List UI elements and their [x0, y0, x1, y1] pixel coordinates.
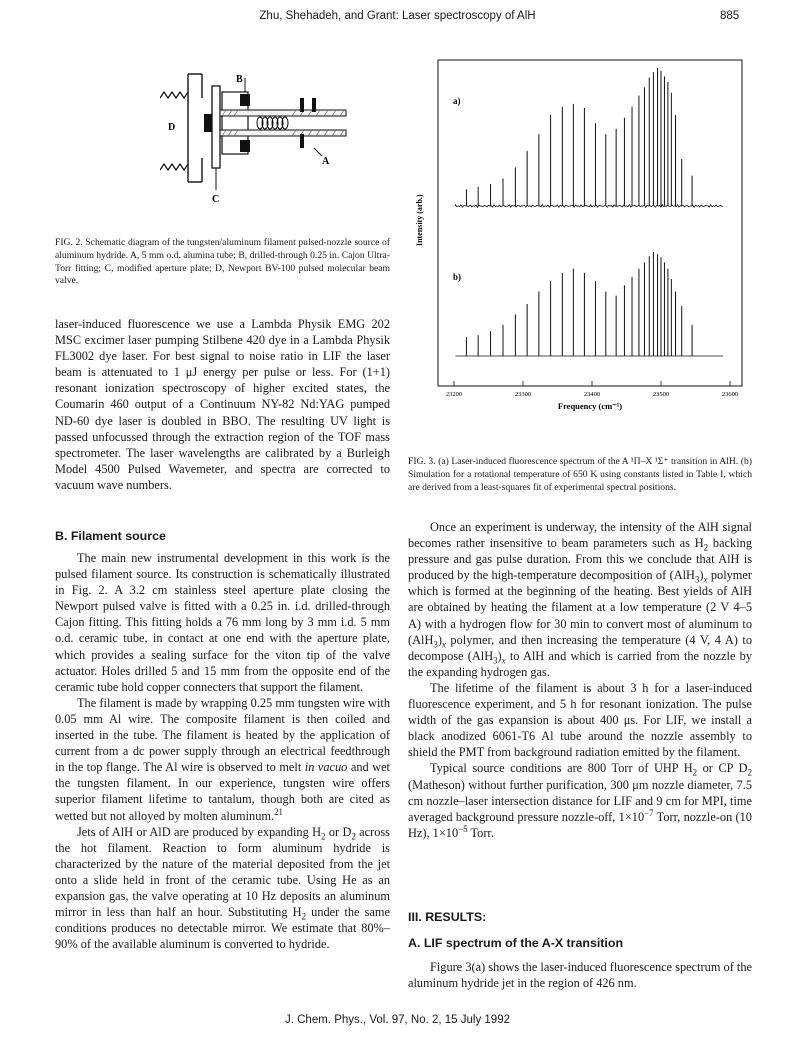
section-b-body	[55, 550, 390, 952]
fig2-label-a: A	[322, 156, 330, 167]
filament-coil	[257, 117, 288, 129]
results-heading: III. RESULTS:	[408, 910, 487, 924]
left-intro-paragraph: laser-induced fluorescence we use a Lambda Physik EMG 202 MSC excimer laser pumping Stilbene 420 dye in a Lambda Physik FL3002 dye laser. For best signal to noise ratio in LIF the laser beam is attenuated to 1 μJ energy per pulse or less. For (1+1) resonant ionization spectroscopy of higher excited states, the Coumarin 460 output of a Continuum NY-82 Nd:YAG pumped ND-60 dye laser is doubled in BBO. The resulting UV light is passed unfocussed through the extraction region of the TOF mass spectrometer. The laser wavelengths are calibrated by a Burleigh Model 4500 Pulsed Wavemeter, and spectra are corrected to vacuum wave numbers.	[55, 317, 390, 492]
fig3-panel-a-lines	[455, 68, 723, 207]
fig3-x-tick-label: 23500	[652, 391, 670, 398]
right-paragraph-3: Typical source conditions are 800 Torr of UHP $H_2$ or CP $D_2$ (Matheson) without further purification, 300 μm nozzle diameter, 7.5 cm nozzle–laser intersection distance for LIF and 9 cm for MPI, time averaged background pressure nozzle-off, $1\times 10^{-7}$ Torr, nozzle-on (10 Hz), $1\times 10^{-5}$ Torr.	[408, 761, 752, 840]
spring-bottom	[160, 164, 188, 170]
page-number: 885	[720, 10, 740, 22]
fig2-label-d: D	[168, 122, 176, 133]
section-b-paragraph-2: The filament is made by wrapping 0.25 mm tungsten wire with 0.05 mm Al wire. The composite filament is then coiled and inserted in the tube. The filament is heated by the application of current from a dc power supply through an electrical feedthrough in the top flange. The Al wire is observed to melt in vacuo and wet the tungsten filament. In our experience, tungsten wire offers superior filament lifetime to tantalum, though both are cited as wetted but not alloyed by molten aluminum.$^{21}$	[55, 695, 390, 823]
fig3-panel-a-label: a)	[453, 96, 461, 106]
fig3-x-tick-label: 23300	[514, 391, 532, 398]
fig3-x-ticks	[446, 381, 738, 398]
journal-footer: J. Chem. Phys., Vol. 97, No. 2, 15 July 1992	[284, 1014, 510, 1026]
spring-top	[160, 92, 188, 98]
fig3-panel-b-label: b)	[453, 272, 462, 282]
aperture-plate	[212, 86, 220, 168]
fig2-caption: FIG. 2. Schematic diagram of the tungsten/aluminum filament pulsed-nozzle source of aluminum hydride. A, 5 mm o.d. alumina tube; B, drilled-through 0.25 in. Cajon Ultra-Torr fitting; C, modified aperture plate; D, Newport BV-100 pulsed molecular beam valve.	[55, 237, 390, 287]
fig3-x-tick-label: 23600	[721, 391, 739, 398]
fig3-x-tick-label: 23200	[445, 391, 463, 398]
section-b-paragraph-1: The main new instrumental development in this work is the pulsed filament source. Its construction is schematically illustrated in Fig. 2. A 3.2 cm stainless steel aperture plate closing the Newport pulsed valve is fitted with a 0.25 in. i.d. drilled-through Cajon fitting. This fitting holds a 76 mm long by 3 mm i.d. 5 mm o.d. ceramic tube, in contact at one end with the aperture plate, which provides a sealing surface for the viton tip of the valve actuator. Holes drilled 5 and 15 mm from the opposite end of the ceramic tube hold copper connecters that support the filament.	[55, 551, 390, 694]
fig3-baseline	[455, 205, 723, 208]
running-header: Zhu, Shehadeh, and Grant: Laser spectroscopy of AlH	[259, 10, 536, 22]
fig3-spectrum-chart	[404, 56, 754, 436]
fig3-x-tick-label: 23400	[583, 391, 601, 398]
right-column-body	[408, 519, 752, 841]
subsection-a-heading: A. LIF spectrum of the A-X transition	[408, 936, 624, 950]
fig2-schematic	[160, 68, 360, 208]
fig3-x-axis-label: Frequency (cm⁻¹)	[557, 401, 623, 411]
fig3-panel-b-lines	[455, 252, 723, 356]
right-paragraph-4: Figure 3(a) shows the laser-induced fluorescence spectrum of the aluminum hydride jet in the region of 426 nm.	[408, 960, 752, 991]
right-paragraph-1: Once an experiment is underway, the intensity of the AlH signal becomes rather insensitive to beam parameters such as $H_2$ backing pressure and gas pulse duration. From this we conclude that AlH is produced by the high-temperature decomposition of $(AlH_3)_x$ polymer which is formed at the beginning of the heating. Best yields of AlH are obtained by heating the filament at a low temperature (2 V 4–5 A) with a hydrogen flow for 30 min to convert most of aluminum to $(AlH_3)_x$ polymer, and then increasing the temperature (4 V, 4 A) to decompose $(AlH_3)_x$ to AlH and which is carried from the nozzle by the expanding hydrogen gas.	[408, 520, 752, 679]
pulsed-valve-body	[188, 74, 202, 182]
fig3-caption: FIG. 3. (a) Laser-induced fluorescence spectrum of the A ¹Π–X ¹Σ⁺ transition in AlH. (b) Simulation for a rotational temperature of 650 K using constants listed in Table I, which are derived from a least-squares fit of experimental spectral positions.	[408, 456, 752, 493]
section-b-paragraph-3: Jets of AlH or AlD are produced by expanding $H_2$ or $D_2$ across the hot filament. Reaction to form aluminum hydride is characterized by the nature of the material deposited from the jet onto a slide held in front of the ceramic tube. Using He as an expansion gas, the valve operating at 10 Hz deposits an aluminum mirror in less than half an hour. Substituting $H_2$ under the same conditions produces no detectable mirror. We estimate that 80%–90% of the available aluminum is converted to hydride.	[55, 824, 390, 952]
fig2-label-b: B	[236, 74, 243, 85]
fig3-plot-frame	[438, 60, 742, 386]
right-paragraph-2: The lifetime of the filament is about 3 h for a laser-induced fluorescence experiment, and 5 h for resonant ionization. The pulse width of the gas expansion is about 400 μs. For LIF, we install a black anodized 6061-T6 Al tube around the nozzle assembly to shield the PMT from background radiation emitted by the filament.	[408, 680, 752, 760]
section-b-heading: B. Filament source	[55, 529, 166, 543]
fig3-y-axis-label: Intensity (arb.)	[415, 194, 424, 246]
fig2-label-c: C	[212, 194, 220, 205]
